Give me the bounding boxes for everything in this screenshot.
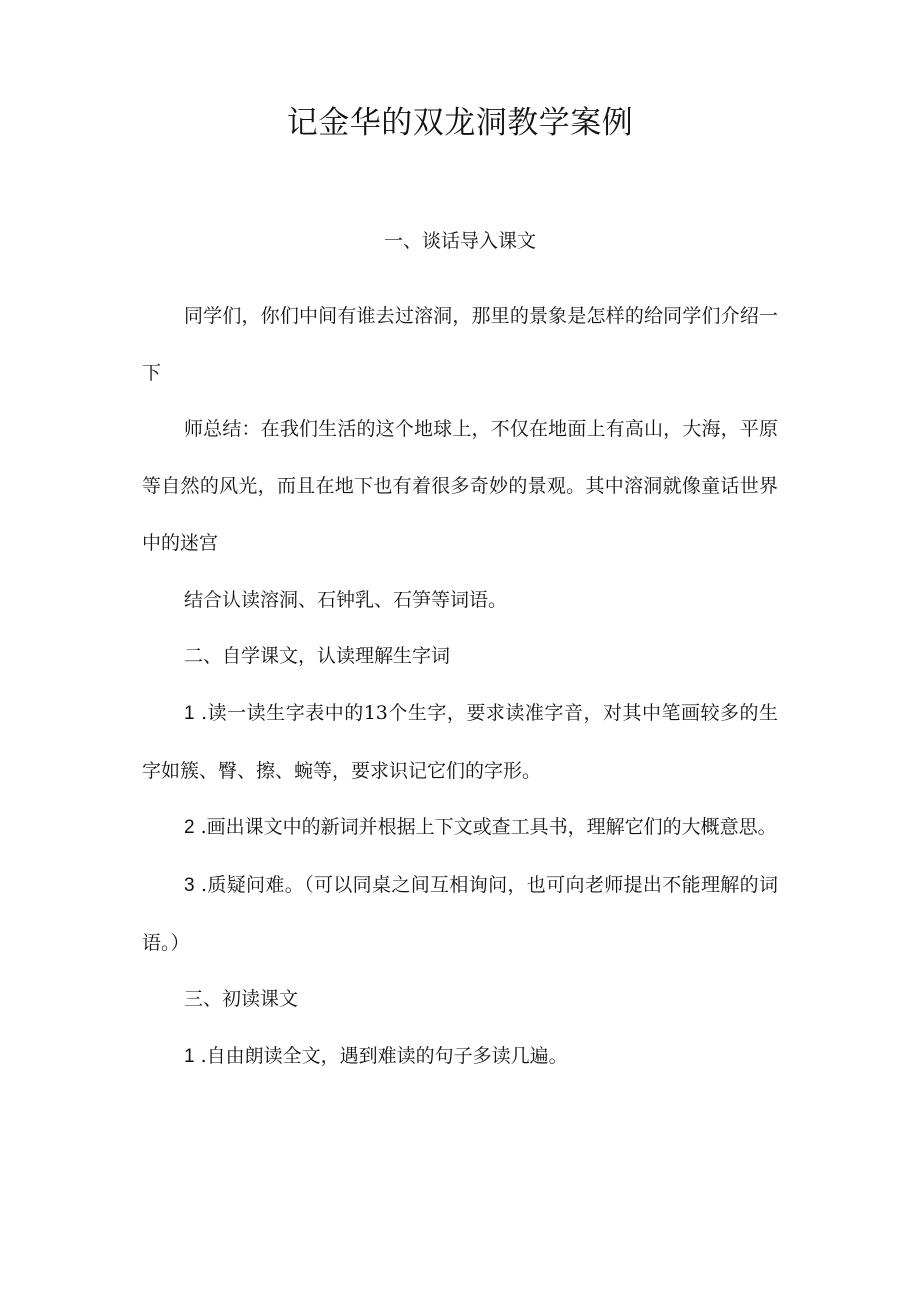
- section-heading-1: 一、谈话导入课文: [383, 230, 536, 252]
- paragraph-intro-question: 同学们，你们中间有谁去过溶洞，那里的景象是怎样的给同学们介绍一下: [142, 305, 778, 384]
- list-item-4: [142, 1028, 778, 1086]
- document-title: 记金华的双龙洞教学案例: [286, 105, 634, 141]
- list-item-number: 1: [184, 1046, 195, 1068]
- paragraph-vocabulary: 结合认读溶洞、石钟乳、石笋等词语。: [184, 588, 508, 611]
- list-item-text: .自由朗读全文，遇到难读的句子多读几遍。: [200, 1045, 568, 1068]
- section-heading-2: 二、自学课文，认读理解生字词: [184, 645, 451, 668]
- list-item-1: [142, 685, 778, 799]
- section-heading-3: 三、初读课文: [184, 988, 299, 1011]
- list-item-text: .读一读生字表中的13个生字，要求读准字音，对其中笔画较多的生字如簇、臀、擦、蜿等，要求识记它们的字形。: [142, 701, 778, 782]
- list-item-number: 1: [184, 702, 195, 724]
- document-body: [142, 288, 778, 1086]
- list-item-text: .画出课文中的新词并根据上下文或查工具书，理解它们的大概意思。: [200, 816, 777, 839]
- list-item-number: 2: [184, 817, 195, 839]
- list-item-2: [142, 799, 778, 857]
- list-item-text: .质疑问难。（可以同桌之间互相询问，也可向老师提出不能理解的词语。）: [142, 874, 778, 954]
- paragraph-teacher-summary: 师总结：在我们生活的这个地球上，不仅在地面上有高山，大海，平原等自然的风光，而且在地下也有着很多奇妙的景观。其中溶洞就像童话世界中的迷宫: [142, 418, 778, 554]
- list-item-number: 3: [184, 875, 195, 897]
- list-item-3: [142, 857, 778, 971]
